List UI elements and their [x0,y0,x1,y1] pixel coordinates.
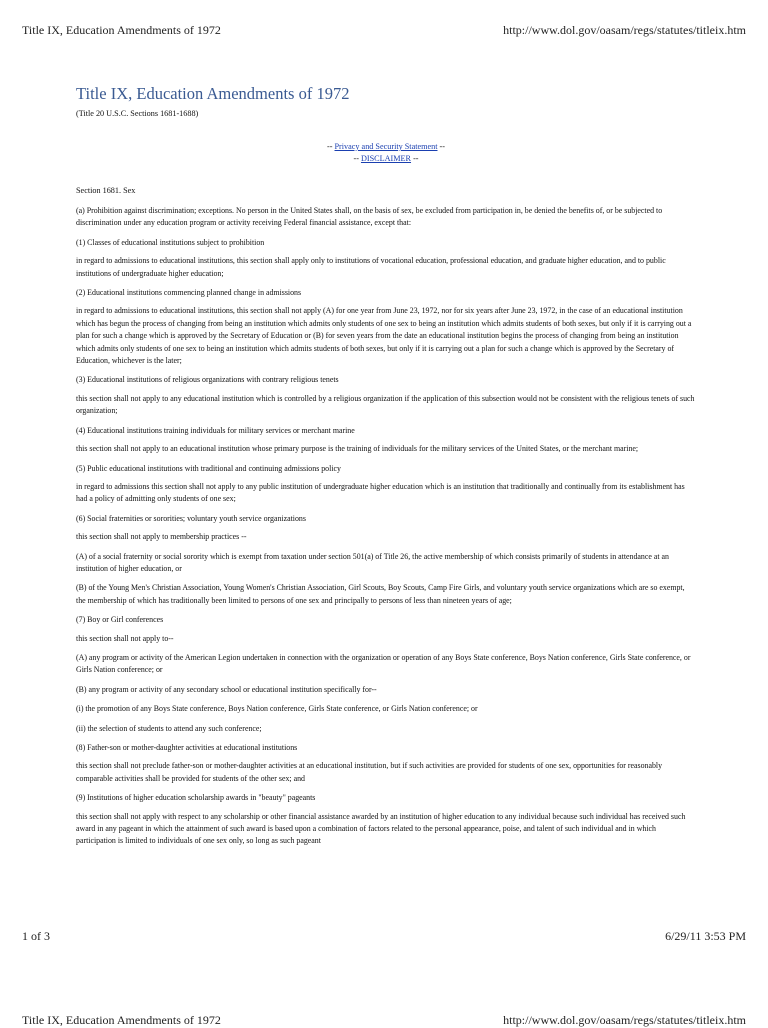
paragraph: in regard to admissions to educational institutions, this section shall apply only to institutions of vocational education, professional education, and graduate higher education, and to public institutions of undergraduate higher education; [76,256,666,278]
document-content [76,83,696,855]
paragraph: this section shall not apply with respect to any scholarship or other financial assistance awarded by an institution of higher education to any individual because such individual has received such award in any pageant in which the attainment of such award is based upon a combination of factors related to the personal appearance, poise, and talent of such individual and in which participation is limited to individuals of one sex only, so long as such pageant [76,811,686,846]
print-footer-datetime: 6/29/11 3:53 PM [665,929,746,943]
privacy-statement-link[interactable]: Privacy and Security Statement [334,142,438,151]
subsection-heading: (1) Classes of educational institutions subject to prohibition [76,237,265,247]
print-header-title: Title IX, Education Amendments of 1972 [22,23,221,37]
paragraph: (B) of the Young Men's Christian Association, Young Women's Christian Association, Girl Scouts, Boy Scouts, Camp Fire Girls, and voluntary youth service organizations which are so exempt, the membership of which has traditionally been limited to persons of one sex and principally to persons of less than nineteen years of age; [76,583,685,605]
subsection-heading: (9) Institutions of higher education scholarship awards in "beauty" pageants [76,793,316,803]
section-paragraphs [76,205,696,848]
paragraph: in regard to admissions this section shall not apply to any public institution of undergraduate higher education which is an institution that traditionally and continually from its establishment has had a policy of admitting only students of one sex; [76,481,685,504]
paragraph: (B) any program or activity of any secondary school or educational institution specifically for-- [76,684,377,694]
privacy-suffix: -- [439,142,445,151]
paragraph: this section shall not apply to an educational institution whose primary purpose is the training of individuals for the military services of the United States, or the merchant marine; [76,444,639,454]
paragraph: (A) of a social fraternity or social sorority which is exempt from taxation under section 501(a) of Title 26, the active membership of which consists primarily of students in attendance at an institution of higher education, or [76,551,669,573]
subsection-heading: (6) Social fraternities or sororities; voluntary youth service organizations [76,513,306,523]
privacy-prefix: -- [327,142,333,151]
notice-links [76,141,696,165]
privacy-line [76,141,696,153]
subsection-heading: (4) Educational institutions training individuals for military services or merchant marine [76,425,355,435]
paragraph: (a) Prohibition against discrimination; exceptions. No person in the United States shall, on the basis of sex, be excluded from participation in, be denied the benefits of, or be subjected to discrimination under any education program or activity receiving Federal financial assistance, except that: [76,206,663,228]
document-title: Title IX, Education Amendments of 1972 [76,84,350,103]
paragraph: (A) any program or activity of the American Legion undertaken in connection with the organization or operation of any Boys State conference, Boys Nation conference, Girls State conference, or Girls Nation conference; or [76,652,691,675]
print-footer-page-number: 1 of 3 [22,929,50,943]
paragraph: this section shall not apply to-- [76,633,174,643]
disclaimer-link[interactable]: DISCLAIMER [360,154,412,163]
subsection-heading: (3) Educational institutions of religious organizations with contrary religious tenets [76,375,339,385]
paragraph: this section shall not preclude father-son or mother-daughter activities at an educational institution, but if such activities are provided for students of one sex, opportunities for reasonably comparable activities shall be provided for students of the other sex; and [76,761,663,783]
paragraph: in regard to admissions to educational institutions, this section shall not apply (A) for one year from June 23, 1972, nor for six years after June 23, 1972, in the case of an educational institution which has begun the process of changing from being an institution which admits only students of one sex to being an institution which admits students of both sexes, but only if it is carrying out a plan for such a change which is approved by the Secretary of Education or (B) for seven years from the date an educational institution begins the process of changing from being an institution which admits only students of one sex to being an institution which admits students of both sexes, but only if it is carrying out a plan for such a change which is approved by the Secretary of Education, whichever is the later; [76,306,692,366]
disclaimer-prefix: -- [353,154,359,163]
paragraph: (ii) the selection of students to attend any such conference; [76,723,262,733]
paragraph: this section shall not apply to any educational institution which is controlled by a religious organization if the application of this subsection would not be consistent with the religious tenets of such organization; [76,393,695,416]
next-page-header-title: Title IX, Education Amendments of 1972 [22,1013,221,1027]
subsection-heading: (5) Public educational institutions with traditional and continuing admissions policy [76,463,341,473]
next-page-header-url: http://www.dol.gov/oasam/regs/statutes/titleix.htm [503,1013,746,1027]
disclaimer-suffix: -- [413,154,419,163]
disclaimer-line [76,153,696,165]
document-subtitle: (Title 20 U.S.C. Sections 1681-1688) [76,109,199,118]
subsection-heading: (7) Boy or Girl conferences [76,615,164,625]
paragraph: this section shall not apply to membership practices -- [76,532,247,542]
paragraph: (i) the promotion of any Boys State conference, Boys Nation conference, Girls State conference, or Girls Nation conference; or [76,704,478,714]
print-header-url: http://www.dol.gov/oasam/regs/statutes/titleix.htm [503,23,746,37]
section-heading: Section 1681. Sex [76,186,136,195]
subsection-heading: (2) Educational institutions commencing planned change in admissions [76,288,302,298]
subsection-heading: (8) Father-son or mother-daughter activities at educational institutions [76,743,298,752]
